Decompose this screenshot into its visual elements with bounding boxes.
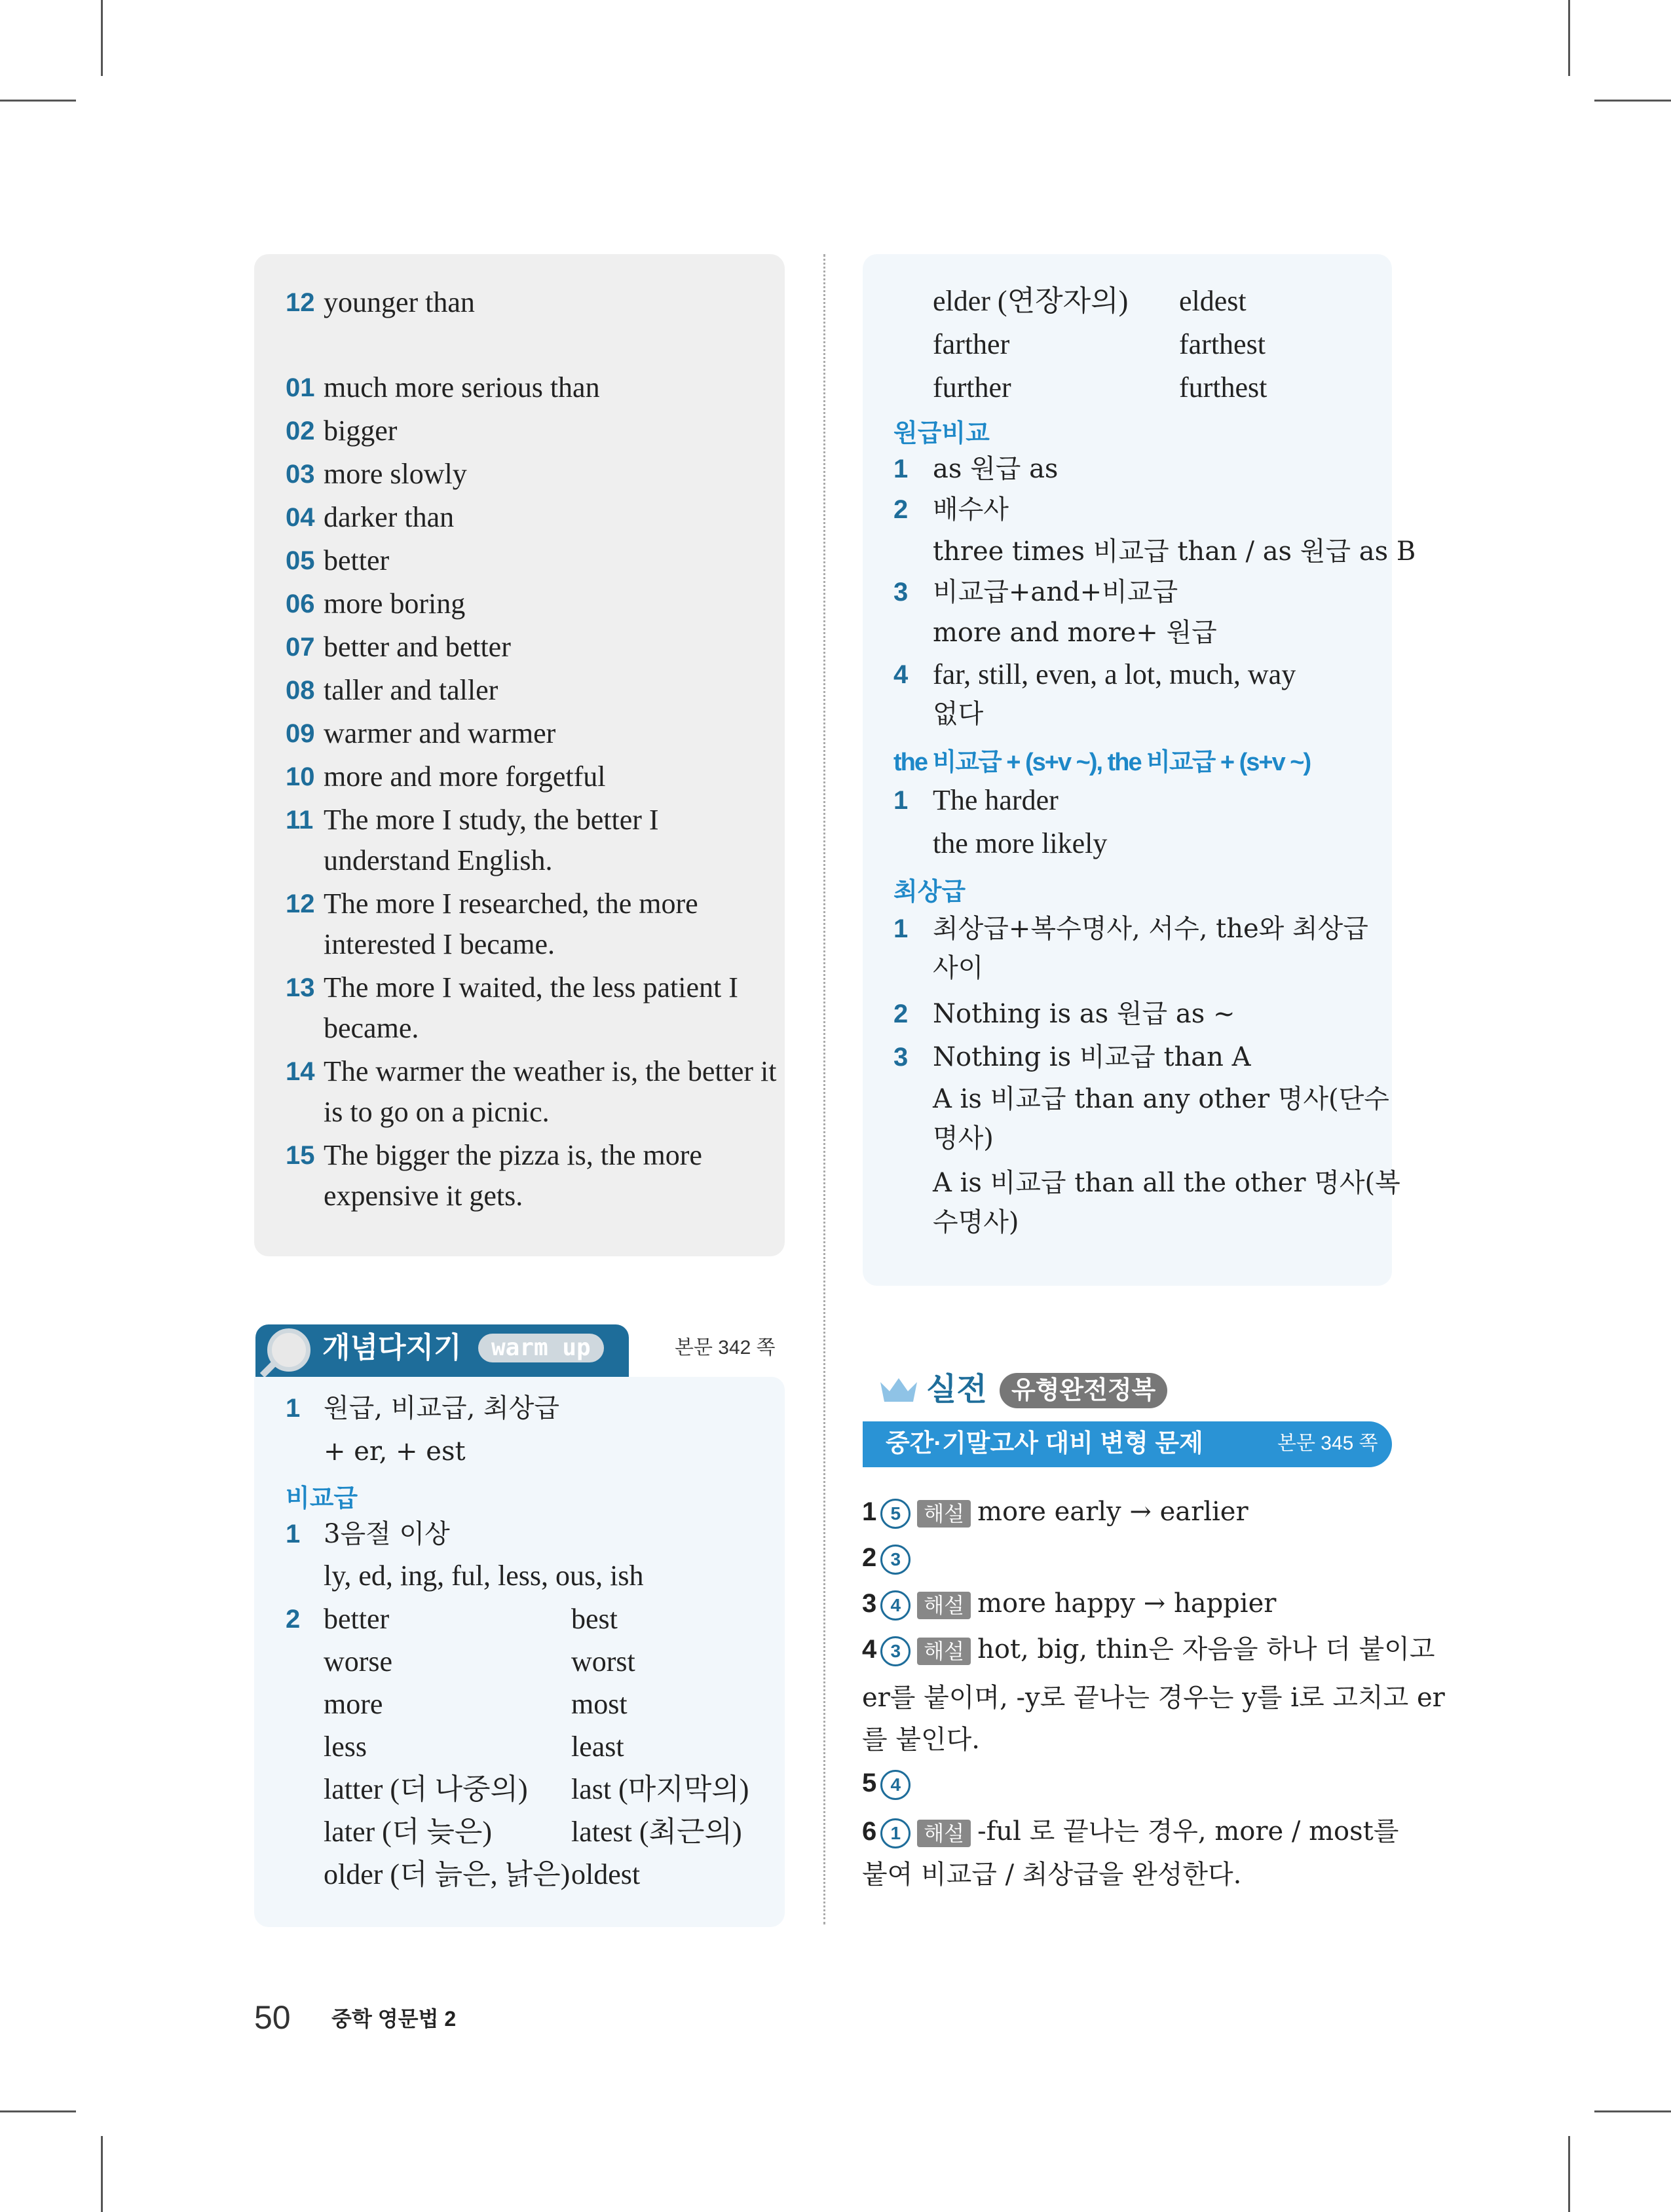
answer-circle: 4 bbox=[880, 1770, 911, 1800]
item-number: 2 bbox=[893, 495, 909, 524]
answer-number: 11 bbox=[286, 806, 314, 834]
item-text: 사이 bbox=[933, 953, 984, 983]
answer-circle: 1 bbox=[880, 1818, 911, 1848]
item-number: 1 bbox=[893, 455, 909, 483]
item-text: three times 비교급 than / as 원급 as B bbox=[933, 536, 1416, 567]
section-heading: 최상급 bbox=[893, 878, 966, 906]
book-title: 중학 영문법 2 bbox=[331, 2007, 457, 2031]
table-cell: more bbox=[324, 1688, 383, 1720]
answer-text: more boring bbox=[324, 588, 466, 620]
question-6: 6 1 해설 -ful 로 끝나는 경우, more / most를 bbox=[862, 1810, 1399, 1852]
explanation-text: er를 붙이며, -y로 끝나는 경우는 y를 i로 고치고 er bbox=[862, 1683, 1445, 1713]
answer-number: 12 bbox=[286, 890, 315, 918]
item-text: 명사) bbox=[933, 1123, 994, 1153]
table-cell: worse bbox=[324, 1645, 393, 1678]
item-text: 최상급+복수명사, 서수, the와 최상급 bbox=[933, 914, 1368, 944]
item-text: as 원급 as bbox=[933, 454, 1059, 484]
answer-circle: 3 bbox=[880, 1636, 911, 1666]
answer-number: 07 bbox=[286, 633, 315, 662]
item-text: 3음절 이상 bbox=[324, 1519, 450, 1549]
table-cell: farthest bbox=[1179, 328, 1266, 360]
table-cell: best bbox=[571, 1603, 618, 1635]
table-cell: latest (최근의) bbox=[571, 1816, 742, 1848]
crop-mark bbox=[0, 100, 76, 102]
table-cell: most bbox=[571, 1688, 628, 1720]
table-cell: least bbox=[571, 1731, 624, 1763]
table-cell: last (마지막의) bbox=[571, 1773, 749, 1805]
answer-circle: 3 bbox=[880, 1545, 911, 1575]
warmup-tag: warm up bbox=[478, 1334, 604, 1362]
crop-mark bbox=[101, 0, 103, 76]
table-cell: later (더 늦은) bbox=[324, 1816, 492, 1848]
answer-text: The more I researched, the more bbox=[324, 888, 698, 920]
question-1: 1 5 해설 more early → earlier bbox=[862, 1491, 1249, 1533]
page-number: 50 bbox=[254, 1999, 291, 2036]
hint-badge: 해설 bbox=[917, 1592, 971, 1619]
answer-circle: 4 bbox=[880, 1590, 911, 1621]
practice-bar-title: 중간·기말고사 대비 변형 문제 bbox=[886, 1430, 1203, 1457]
table-cell: furthest bbox=[1179, 371, 1267, 403]
answer-number: 08 bbox=[286, 676, 315, 705]
explanation-text: more early → earlier bbox=[977, 1497, 1249, 1527]
item-text: far, still, even, a lot, much, way bbox=[933, 658, 1296, 690]
hint-badge: 해설 bbox=[917, 1638, 971, 1665]
item-text: 수명사) bbox=[933, 1207, 1019, 1237]
item-number: 2 bbox=[286, 1605, 301, 1634]
answer-text: expensive it gets. bbox=[324, 1180, 523, 1212]
answer-text: more slowly bbox=[324, 458, 467, 490]
item-text: 원급, 비교급, 최상급 bbox=[324, 1393, 559, 1423]
table-cell: older (더 늙은, 낡은) bbox=[324, 1858, 571, 1890]
table-cell: less bbox=[324, 1731, 367, 1763]
item-number: 1 bbox=[893, 914, 909, 943]
answer-number: 02 bbox=[286, 417, 315, 445]
answer-number: 04 bbox=[286, 503, 315, 532]
warmup-title: 개념다지기 bbox=[322, 1332, 462, 1364]
hint-badge: 해설 bbox=[917, 1820, 971, 1847]
answer-text: better bbox=[324, 544, 390, 576]
answer-text: younger than bbox=[324, 286, 475, 318]
answer-number: 13 bbox=[286, 973, 315, 1002]
crown-icon bbox=[878, 1376, 920, 1408]
crop-mark bbox=[1568, 2136, 1570, 2212]
item-text: Nothing is 비교급 than A bbox=[933, 1042, 1251, 1072]
explanation-text: hot, big, thin은 자음을 하나 더 붙이고 bbox=[977, 1634, 1435, 1664]
answer-circle: 5 bbox=[880, 1499, 911, 1529]
item-text: ly, ed, ing, ful, less, ous, ish bbox=[324, 1560, 644, 1592]
crop-mark bbox=[1568, 0, 1570, 76]
answer-text: darker than bbox=[324, 501, 455, 533]
crop-mark bbox=[1594, 100, 1671, 102]
hint-badge: 해설 bbox=[917, 1500, 971, 1528]
practice-page-ref: 본문 345 쪽 bbox=[1277, 1433, 1378, 1454]
answer-number: 06 bbox=[286, 590, 315, 618]
answer-text: warmer and warmer bbox=[324, 717, 556, 749]
answer-text: understand English. bbox=[324, 844, 553, 876]
answer-text: The warmer the weather is, the better it bbox=[324, 1055, 777, 1087]
crop-mark bbox=[1594, 2110, 1671, 2112]
section-heading: 비교급 bbox=[286, 1485, 358, 1512]
explanation-text: 붙여 비교급 / 최상급을 완성한다. bbox=[862, 1860, 1242, 1890]
table-cell: further bbox=[933, 371, 1011, 403]
item-text: A is 비교급 than all the other 명사(복 bbox=[933, 1168, 1400, 1198]
answer-text: is to go on a picnic. bbox=[324, 1096, 550, 1128]
practice-title: 실전 bbox=[926, 1372, 987, 1407]
answer-text: more and more forgetful bbox=[324, 760, 606, 793]
question-2: 2 3 bbox=[862, 1537, 917, 1579]
answer-text: The more I study, the better I bbox=[324, 804, 659, 836]
answer-text: much more serious than bbox=[324, 371, 600, 403]
table-cell: eldest bbox=[1179, 285, 1247, 317]
answer-number: 09 bbox=[286, 719, 315, 748]
item-number: 4 bbox=[893, 660, 909, 689]
item-text: more and more+ 원급 bbox=[933, 618, 1217, 648]
item-text: 없다 bbox=[933, 699, 984, 729]
item-number: 1 bbox=[893, 786, 909, 815]
answer-number: 14 bbox=[286, 1057, 315, 1086]
item-number: 3 bbox=[893, 1043, 909, 1072]
table-cell: elder (연장자의) bbox=[933, 285, 1129, 317]
crop-mark bbox=[0, 2110, 76, 2112]
crop-mark bbox=[101, 2136, 103, 2212]
item-text: 배수사 bbox=[933, 495, 1009, 525]
answer-number: 15 bbox=[286, 1141, 315, 1170]
table-cell: better bbox=[324, 1603, 390, 1635]
answer-number: 03 bbox=[286, 460, 315, 489]
item-text: the more likely bbox=[933, 827, 1108, 859]
answer-number: 10 bbox=[286, 762, 315, 791]
explanation-text: -ful 로 끝나는 경우, more / most를 bbox=[977, 1816, 1399, 1846]
answer-text: The more I waited, the less patient I bbox=[324, 971, 738, 1003]
item-number: 2 bbox=[893, 1000, 909, 1028]
item-number: 3 bbox=[893, 578, 909, 607]
warmup-page-ref: 본문 342 쪽 bbox=[675, 1337, 776, 1359]
answer-number: 05 bbox=[286, 546, 315, 575]
section-heading: the 비교급 + (s+v ~), the 비교급 + (s+v ~) bbox=[893, 749, 1311, 776]
item-number: 1 bbox=[286, 1394, 301, 1423]
column-divider bbox=[823, 254, 825, 1924]
answer-text: better and better bbox=[324, 631, 511, 663]
answer-number: 01 bbox=[286, 373, 315, 402]
answer-text: bigger bbox=[324, 415, 398, 447]
item-text: A is 비교급 than any other 명사(단수 bbox=[933, 1084, 1389, 1114]
explanation-text: 를 붙인다. bbox=[862, 1725, 980, 1755]
table-cell: latter (더 나중의) bbox=[324, 1773, 528, 1805]
question-3: 3 4 해설 more happy → happier bbox=[862, 1583, 1276, 1624]
table-cell: farther bbox=[933, 328, 1010, 360]
answer-text: interested I became. bbox=[324, 928, 555, 960]
table-cell: worst bbox=[571, 1645, 635, 1678]
item-text: + er, + est bbox=[324, 1436, 466, 1467]
item-text: Nothing is as 원급 as ~ bbox=[933, 999, 1235, 1029]
item-text: The harder bbox=[933, 784, 1059, 816]
section-heading: 원급비교 bbox=[893, 420, 990, 447]
answer-text: became. bbox=[324, 1012, 419, 1044]
answer-text: The bigger the pizza is, the more bbox=[324, 1139, 702, 1171]
answer-text: taller and taller bbox=[324, 674, 498, 706]
explanation-text: more happy → happier bbox=[977, 1588, 1277, 1619]
item-number: 1 bbox=[286, 1520, 301, 1548]
item-text: 비교급+and+비교급 bbox=[933, 577, 1178, 607]
table-cell: oldest bbox=[571, 1858, 641, 1890]
question-4: 4 3 해설 hot, big, thin은 자음을 하나 더 붙이고 bbox=[862, 1628, 1435, 1670]
answer-number: 12 bbox=[286, 288, 315, 317]
question-5: 5 4 bbox=[862, 1762, 917, 1804]
practice-tag: 유형완전정복 bbox=[1000, 1373, 1167, 1408]
